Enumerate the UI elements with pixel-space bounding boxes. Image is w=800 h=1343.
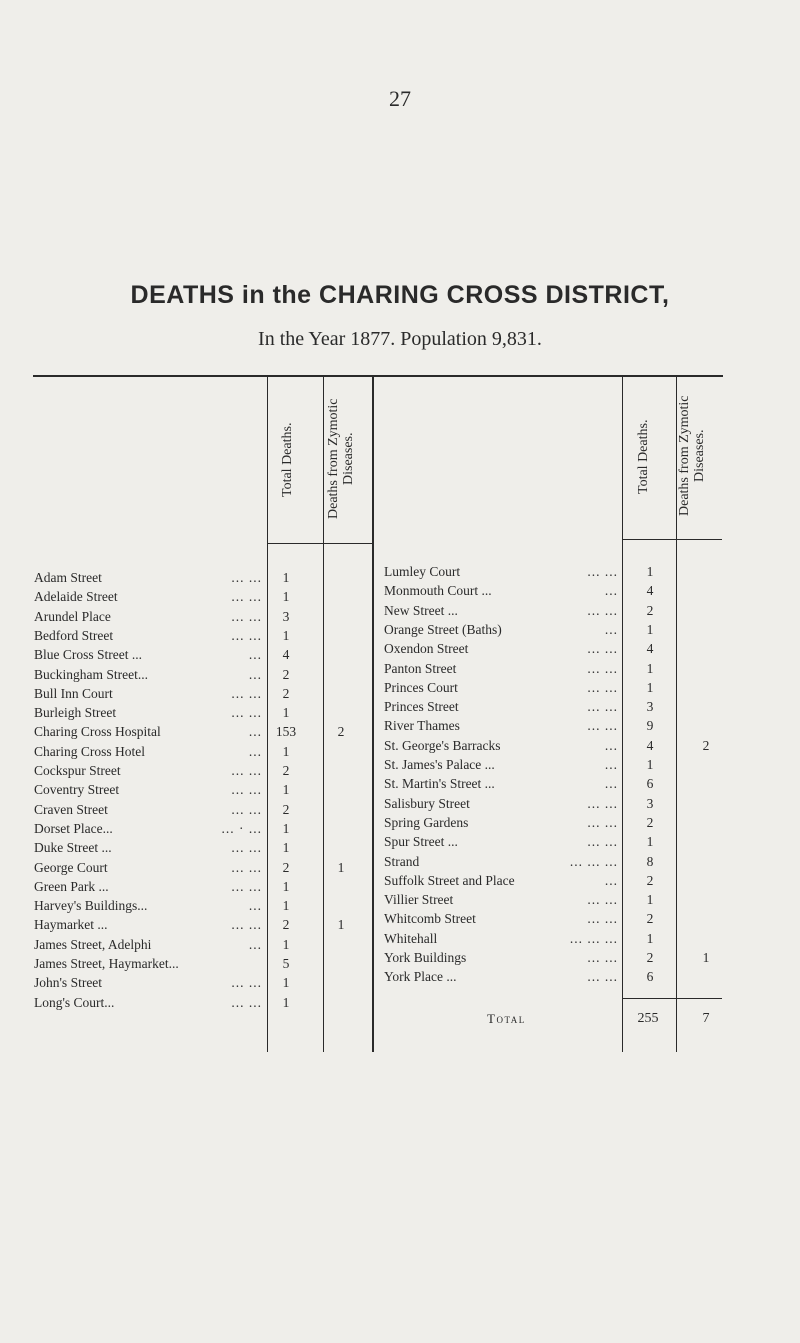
street-name: Strand (384, 853, 420, 869)
table-row (0, 602, 800, 620)
table-row (0, 994, 800, 1012)
table-row (0, 814, 800, 832)
street-name: Adelaide Street (34, 589, 118, 605)
total-deaths-cell: 2 (282, 763, 290, 778)
table-row (0, 949, 800, 967)
street-name: Arundel Place (34, 608, 111, 624)
leader-dots: ... ... (587, 969, 618, 985)
table-row (0, 660, 800, 678)
leader-dots: ... ... (231, 994, 262, 1010)
street-name: Salisbury Street (384, 795, 470, 811)
leader-dots: ... (604, 872, 618, 888)
table-row (0, 968, 800, 986)
leader-dots: ... · ... (221, 820, 262, 836)
zymotic-deaths-cell: 1 (337, 917, 345, 933)
total-deaths-cell: 1 (646, 621, 654, 637)
street-name: Long's Court... (34, 994, 115, 1010)
total-label: Total (487, 1011, 526, 1026)
street-name: Bull Inn Court (34, 685, 113, 701)
total-deaths-cell: 2 (282, 801, 290, 817)
table-row (0, 737, 800, 755)
table-row (0, 833, 800, 851)
total-deaths-cell: 9 (646, 718, 654, 734)
leader-dots: ... ... (231, 570, 262, 585)
leader-dots: ... ... (587, 602, 618, 618)
total-deaths-cell: 1 (646, 930, 654, 946)
street-name: River Thames (384, 718, 460, 734)
header-rule (622, 539, 722, 540)
leader-dots: ... (248, 724, 262, 740)
total-deaths-cell: 1 (282, 975, 290, 991)
street-name: Whitehall (384, 930, 438, 946)
page-number: 27 (389, 86, 411, 111)
zymotic-deaths-cell: 1 (337, 859, 345, 875)
total-deaths-cell: 1 (282, 589, 290, 605)
table-row (0, 582, 800, 600)
page-title: DEATHS in the CHARING CROSS DISTRICT, (130, 281, 670, 309)
leader-dots: ... ... (587, 834, 618, 850)
leader-dots: ... ... (587, 814, 618, 830)
leader-dots: ... ... (231, 859, 262, 875)
street-name: Charing Cross Hotel (34, 743, 145, 759)
grand-total-zymotic: 7 (702, 1011, 710, 1026)
street-name: Buckingham Street... (34, 666, 148, 682)
street-name: St. George's Barracks (384, 737, 501, 753)
leader-dots: ... ... (231, 878, 262, 894)
street-name: Cockspur Street (34, 763, 121, 778)
table-row (0, 910, 800, 928)
leader-dots: ... (604, 757, 618, 772)
total-deaths-cell: 3 (282, 608, 290, 624)
header-total-deaths-left: Total Deaths. (280, 422, 295, 498)
header-total-deaths-right: Total Deaths. (636, 419, 651, 495)
total-deaths-cell: 2 (282, 685, 290, 701)
total-deaths-cell: 1 (282, 840, 290, 856)
leader-dots: ... ... (231, 975, 262, 991)
total-deaths-cell: 4 (282, 647, 290, 663)
zymotic-deaths-cell: 2 (702, 737, 710, 753)
street-name: Coventry Street (34, 782, 120, 798)
grand-total-deaths: 255 (637, 1011, 659, 1026)
leader-dots: ... ... (587, 718, 618, 734)
header-rule (267, 543, 372, 544)
table-row (0, 930, 800, 948)
street-name: New Street ... (384, 602, 458, 618)
street-name: St. Martin's Street ... (384, 776, 495, 792)
street-name: Adam Street (34, 570, 102, 585)
street-name: Oxendon Street (384, 641, 469, 657)
total-deaths-cell: 1 (282, 743, 290, 759)
total-deaths-cell: 1 (282, 627, 290, 643)
total-deaths-cell: 1 (282, 898, 290, 914)
table-top-rule (33, 375, 723, 377)
table-row (0, 621, 800, 639)
total-deaths-cell: 6 (646, 776, 654, 792)
total-deaths-cell: 2 (646, 911, 654, 927)
leader-dots: ... ... (231, 627, 262, 643)
leader-dots: ... ... ... (569, 930, 618, 946)
street-name: James Street, Adelphi (34, 936, 152, 952)
leader-dots: ... (248, 647, 262, 663)
total-deaths-cell: 1 (282, 782, 290, 798)
header-zymotic-right: Deaths from Zymotic Diseases. (677, 395, 707, 517)
total-deaths-cell: 8 (646, 853, 654, 869)
leader-dots: ... ... (231, 589, 262, 605)
zymotic-deaths-cell: 2 (337, 724, 345, 740)
leader-dots: ... ... (587, 679, 618, 695)
leader-dots: ... ... (231, 801, 262, 817)
leader-dots: ... ... (231, 608, 262, 624)
total-deaths-cell: 2 (282, 666, 290, 682)
street-name: Spring Gardens (384, 814, 469, 830)
street-name: St. James's Palace ... (384, 757, 495, 772)
leader-dots: ... ... (231, 685, 262, 701)
leader-dots: ... ... (587, 911, 618, 927)
street-name: Green Park ... (34, 878, 109, 894)
leader-dots: ... ... ... (569, 853, 618, 869)
leader-dots: ... (604, 776, 618, 792)
total-deaths-cell: 5 (282, 956, 290, 971)
table-row (0, 698, 800, 716)
total-deaths-cell: 1 (646, 679, 654, 695)
total-deaths-cell: 2 (646, 950, 654, 965)
table-row (0, 717, 800, 735)
street-name: Duke Street ... (34, 840, 112, 856)
leader-dots: ... ... (231, 763, 262, 778)
total-deaths-cell: 1 (282, 820, 290, 836)
street-name: Burleigh Street (34, 705, 117, 721)
leader-dots: ... ... (587, 699, 618, 715)
table-row (0, 872, 800, 890)
total-deaths-cell: 153 (275, 724, 297, 740)
leader-dots: ... (604, 583, 618, 599)
leader-dots: ... ... (587, 950, 618, 965)
total-deaths-cell: 6 (646, 969, 654, 985)
total-deaths-cell: 1 (282, 994, 290, 1010)
total-deaths-cell: 1 (646, 892, 654, 908)
street-name: Dorset Place... (34, 820, 113, 836)
table-row (0, 891, 800, 909)
street-name: Spur Street ... (384, 834, 458, 850)
street-name: Harvey's Buildings... (34, 898, 148, 914)
leader-dots: ... ... (587, 660, 618, 676)
street-name: Panton Street (384, 660, 457, 676)
street-name: Haymarket ... (34, 917, 108, 933)
total-deaths-cell: 1 (282, 705, 290, 721)
leader-dots: ... ... (231, 782, 262, 798)
total-deaths-cell: 4 (646, 641, 654, 657)
total-deaths-cell: 2 (282, 859, 290, 875)
total-deaths-cell: 4 (646, 737, 654, 753)
leader-dots: ... (248, 936, 262, 952)
total-deaths-cell: 1 (282, 570, 290, 585)
leader-dots: ... ... (587, 641, 618, 657)
leader-dots: ... (248, 898, 262, 914)
street-name: Monmouth Court ... (384, 583, 492, 599)
street-name: York Buildings (384, 950, 467, 965)
table-row (0, 640, 800, 658)
table-row (0, 679, 800, 697)
street-name: Villier Street (384, 892, 454, 908)
zymotic-deaths-cell: 1 (702, 950, 710, 965)
leader-dots: ... ... (587, 892, 618, 908)
leader-dots: ... ... (587, 795, 618, 811)
total-deaths-cell: 3 (646, 699, 654, 715)
street-name: Charing Cross Hospital (34, 724, 161, 740)
street-name: Princes Court (384, 679, 458, 695)
total-deaths-cell: 2 (646, 602, 654, 618)
page-subtitle: In the Year 1877. Population 9,831. (258, 328, 542, 350)
street-name: Lumley Court (384, 564, 461, 579)
street-name: Craven Street (34, 801, 108, 817)
leader-dots: ... (248, 743, 262, 759)
total-deaths-cell: 1 (282, 878, 290, 894)
leader-dots: ... ... (231, 705, 262, 721)
total-deaths-cell: 1 (646, 757, 654, 772)
total-deaths-cell: 2 (282, 917, 290, 933)
table-row (0, 775, 800, 793)
leader-dots: ... (604, 737, 618, 753)
leader-dots: ... ... (231, 840, 262, 856)
table-row (0, 563, 800, 581)
total-deaths-cell: 1 (646, 834, 654, 850)
total-deaths-cell: 1 (282, 936, 290, 952)
street-name: James Street, Haymarket... (34, 956, 179, 971)
street-name: George Court (34, 859, 108, 875)
leader-dots: ... ... (587, 564, 618, 579)
header-zymotic-left: Deaths from Zymotic Diseases. (326, 398, 356, 520)
total-deaths-cell: 3 (646, 795, 654, 811)
total-deaths-cell: 2 (646, 872, 654, 888)
street-name: Blue Cross Street ... (34, 647, 142, 663)
street-name: York Place ... (384, 969, 457, 985)
street-name: John's Street (34, 975, 103, 991)
leader-dots: ... ... (231, 917, 262, 933)
street-name: Bedford Street (34, 627, 114, 643)
leader-dots: ... (248, 666, 262, 682)
leader-dots: ... (604, 621, 618, 637)
street-name: Princes Street (384, 699, 459, 715)
street-name: Suffolk Street and Place (384, 872, 515, 888)
total-deaths-cell: 1 (646, 564, 654, 579)
street-name: Orange Street (Baths) (384, 621, 502, 637)
total-deaths-cell: 4 (646, 583, 654, 599)
total-deaths-cell: 2 (646, 814, 654, 830)
table-row (0, 853, 800, 871)
table-row (0, 795, 800, 813)
total-deaths-cell: 1 (646, 660, 654, 676)
table-row (0, 756, 800, 774)
street-name: Whitcomb Street (384, 911, 476, 927)
